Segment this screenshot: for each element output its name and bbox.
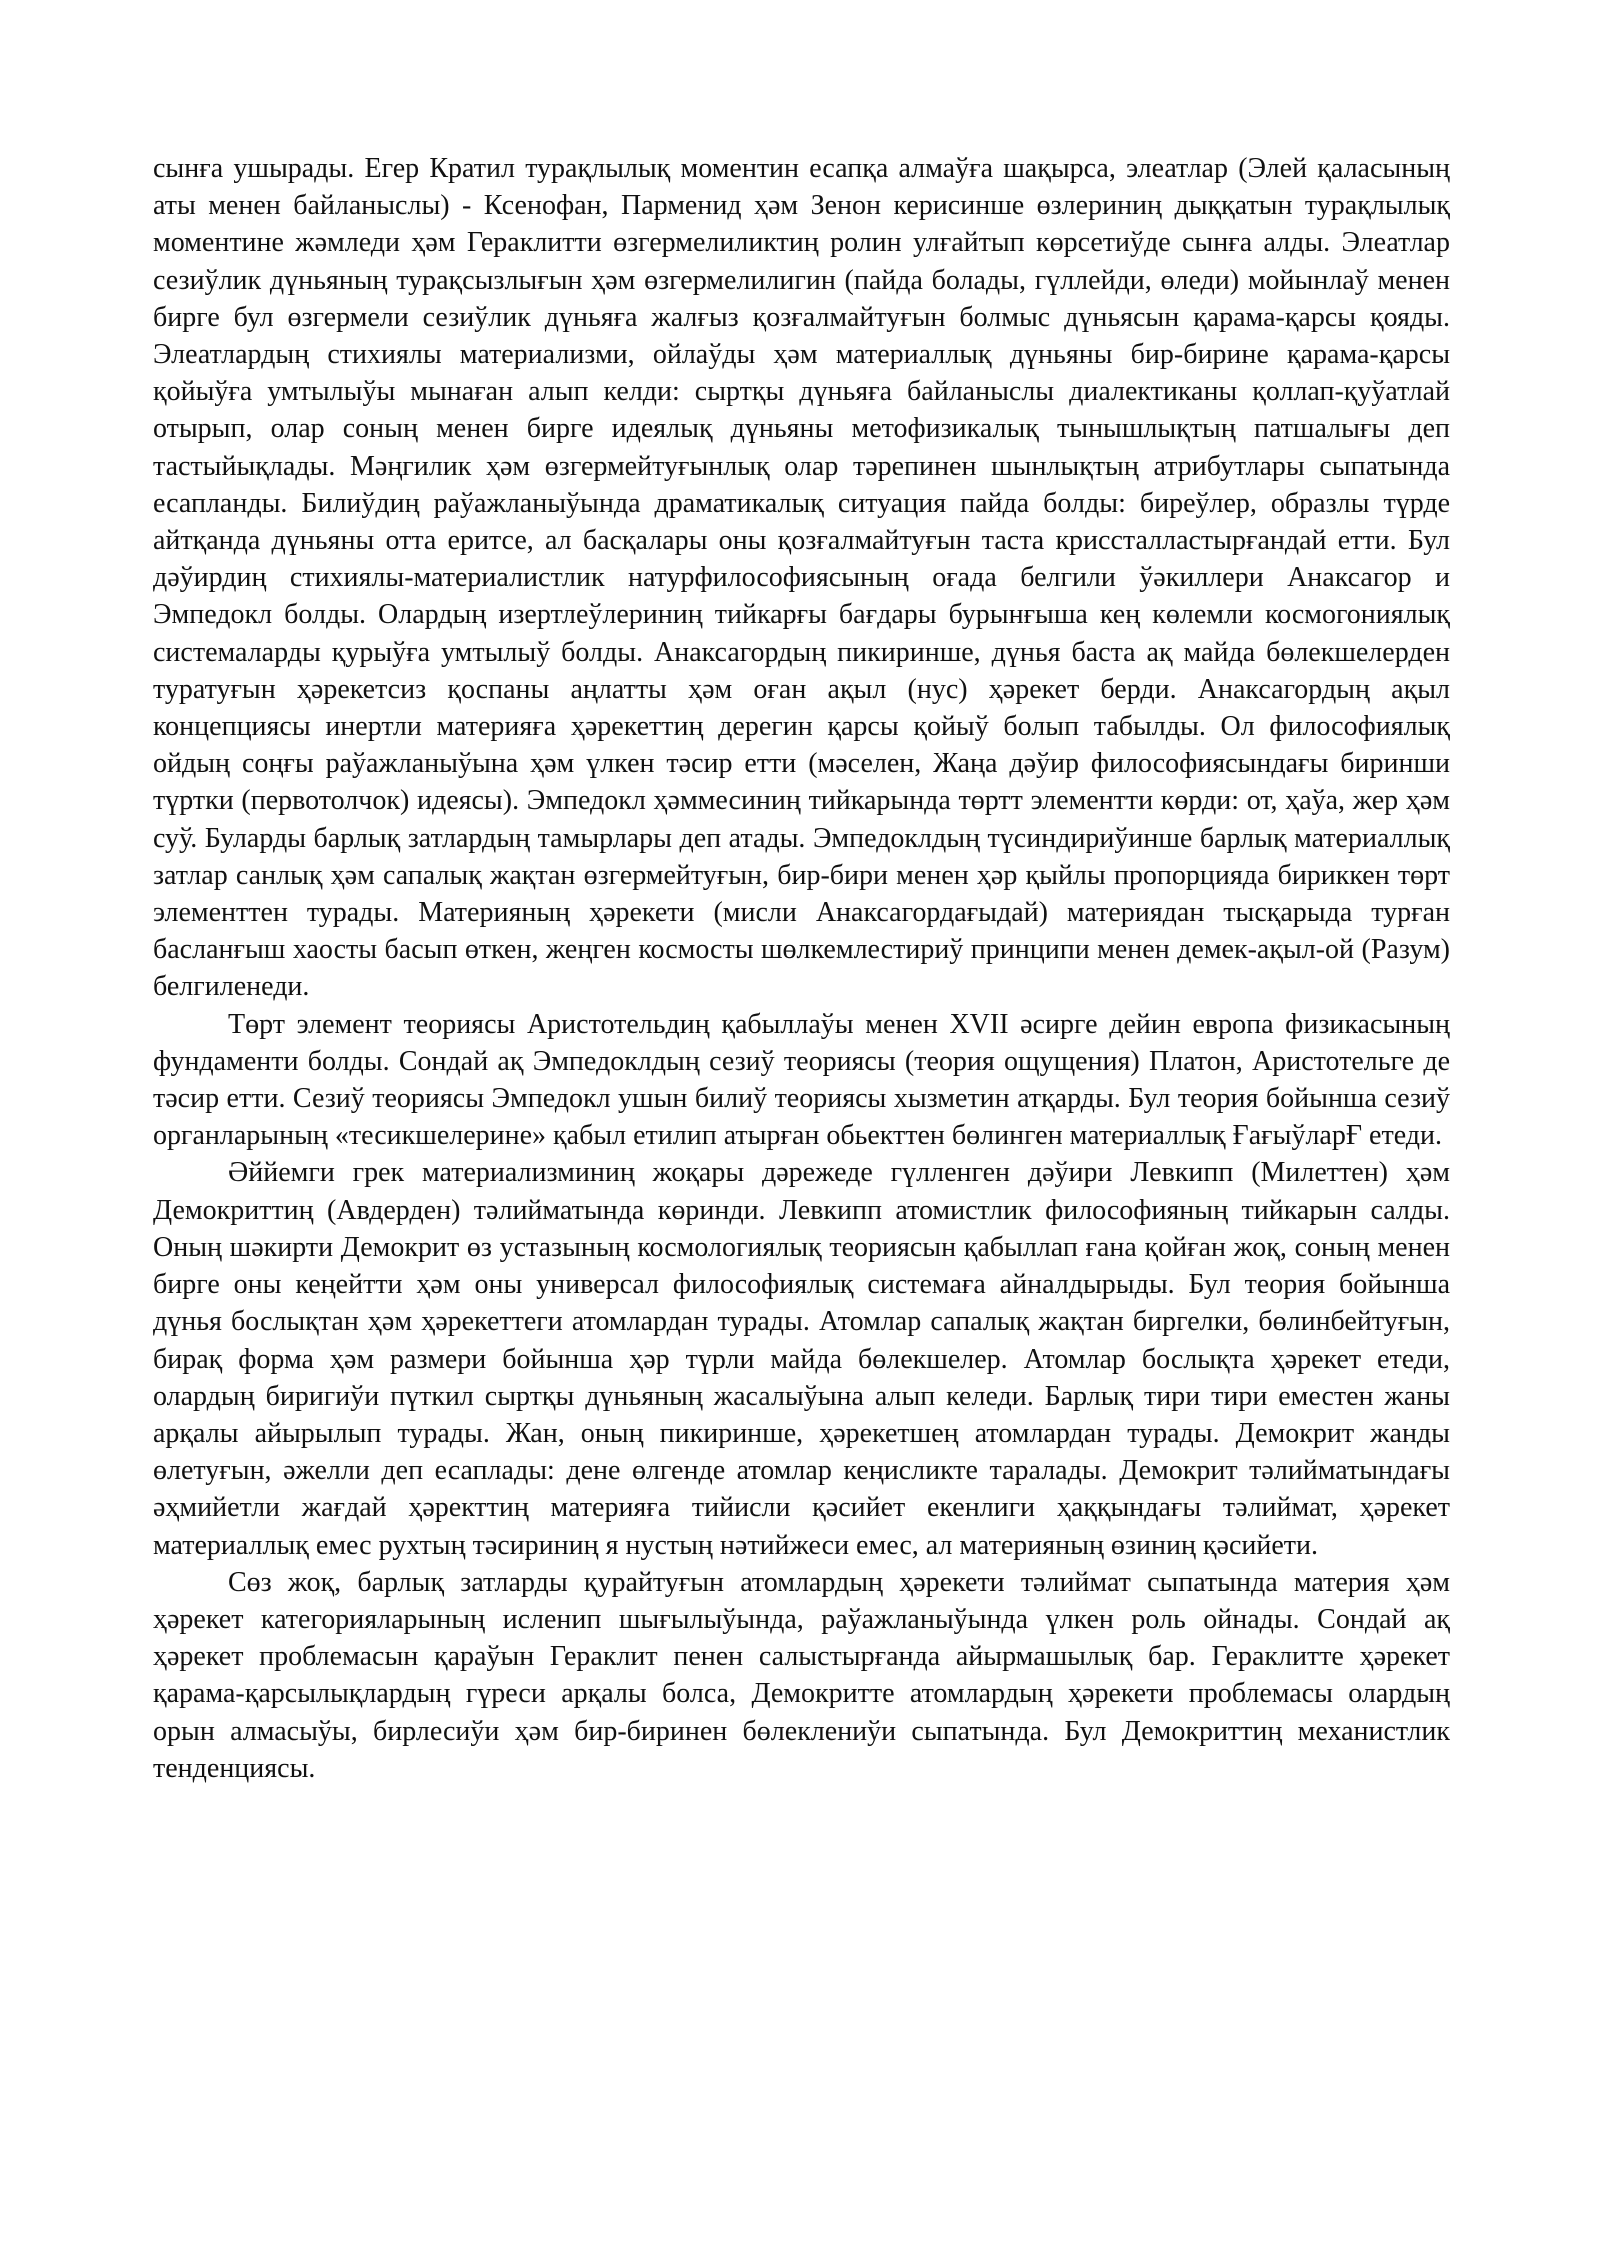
paragraph: Сөз жоқ, барлық затларды қурайтуғын атомлардың ҳәрекети тәлиймат сыпатында материя ҳәм ҳәрекет категорияларының исленип шығылыўында, раўажланыўында үлкен роль ойнады. Сондай ақ ҳәрекет проблемасын қараўын Гераклит пенен салыстырғанда айырмашылық бар. Гераклитте ҳәрекет қарама-қарсылықлардың гүреси арқалы болса, Демокритте атомлардың ҳәрекети проблемасы олардың орын алмасыўы, бирлесиўи ҳәм бир-биринен бөлеклениўи сыпатында. Бул Демокриттиң механистлик тенденциясы. <box>153 1566 1450 1784</box>
document-page <box>153 150 1450 1787</box>
paragraph: сынға ушырады. Егер Кратил турақлылық моментин есапқа алмаўға шақырса, элеатлар (Элей қаласының аты менен байланыслы) - Ксенофан, Парменид ҳәм Зенон керисинше өзлериниң дыққатын турақлылық моментине жәмледи ҳәм Гераклитти өзгермелиликтиң ролин улғайтып көрсетиўде сынға алды. Элеатлар сезиўлик дүньяның турақсызлығын ҳәм өзгермелилигин (пайда болады, гүллейди, өледи) мойынлаў менен бирге бул өзгермели сезиўлик дүньяға жалғыз қозғалмайтуғын болмыс дүньясын қарама-қарсы қояды. Элеатлардың стихиялы материализми, ойлаўды ҳәм материаллық дүньяны бир-бирине қарама-қарсы қойыўға умтылыўы мынаған алып келди: сыртқы дүньяға байланыслы диалектиканы қоллап-қуўатлай отырып, олар соның менен бирге идеялық дүньяны метофизикалық тынышлықтың патшалығы деп тастыйықлады. Мәңгилик ҳәм өзгермейтуғынлық олар тәрепинен шынлықтың атрибутлары сыпатында есапланды. Билиўдиң раўажланыўында драматикалық ситуация пайда болды: биреўлер, образлы түрде айтқанда дүньяны отта еритсе, ал басқалары оны қозғалмайтуғын таста криссталластырғандай етти. Бул дәўирдиң стихиялы-материалистлик натурфилософиясының оғада белгили ўәкиллери Анаксагор и Эмпедокл болды. Олардың изертлеўлериниң тийкарғы бағдары бурынғыша кең көлемли космогониялық системаларды қурыўға умтылыў болды. Анаксагордың пикиринше, дүнья баста ақ майда бөлекшелерден туратуғын ҳәрекетсиз қоспаны аңлатты ҳәм оған ақыл (нус) ҳәрекет берди. Анаксагордың ақыл концепциясы инертли материяға ҳәрекеттиң дерегин қарсы қойыў болып табылды. Ол философиялық ойдың соңғы раўажланыўына ҳәм үлкен тәсир етти (мәселен, Жаңа дәўир философиясындағы биринши түртки (первотолчок) идеясы). Эмпедокл ҳәммесиниң тийкарында төртт элементти көрди: от, ҳаўа, жер ҳәм суў. Буларды барлық затлардың тамырлары деп атады. Эмпедоклдың түсиндириўинше барлық материаллық затлар санлық ҳәм сапалық жақтан өзгермейтуғын, бир-бири менен ҳәр қыйлы пропорцияда бириккен төрт элементтен турады. Материяның ҳәрекети (мисли Анаксагордағыдай) материядан тысқарыда турған басланғыш хаосты басып өткен, жеңген космосты шөлкемлестириў принципи менен демек-ақыл-ой (Разум) белгиленеди. <box>153 153 1450 1003</box>
paragraph: Төрт элемент теориясы Аристотельдиң қабыллаўы менен XVII әсирге дейин европа физикасының фундаменти болды. Сондай ақ Эмпедоклдың сезиў теориясы (теория ощущения) Платон, Аристотельге де тәсир етти. Сезиў теориясы Эмпедокл ушын билиў теориясы хызметин атқарды. Бул теория бойынша сезиў органларының «тесикшелерине» қабыл етилип атырған обьекттен бөлинген материаллық ҒағыўларҒ етеди. <box>153 1008 1450 1152</box>
paragraph: Әййемги грек материализминиң жоқары дәрежеде гүлленген дәўири Левкипп (Милеттен) ҳәм Демокриттиң (Авдерден) тәлийматында көринди. Левкипп атомистлик философияның тийкарын салды. Оның шәкирти Демокрит өз устазының космологиялық теориясын қабыллап ғана қойған жоқ, соның менен бирге оны кеңейтти ҳәм оны универсал философиялық системаға айналдырыды. Бул теория бойынша дүнья бослықтан ҳәм ҳәрекеттеги атомлардан турады. Атомлар сапалық жақтан биргелки, бөлинбейтуғын, бирақ форма ҳәм размери бойынша ҳәр түрли майда бөлекшелер. Атомлар бослықта ҳәрекет етеди, олардың биригиўи пүткил сыртқы дүньяның жасалыўына алып келеди. Барлық тири тири еместен жаны арқалы айырылып турады. Жан, оның пикиринше, ҳәрекетшең атомлардан турады. Демокрит жанды өлетуғын, әжелли деп есаплады: дене өлгенде атомлар кеңисликте таралады. Демокрит тәлийматындағы әҳмийетли жағдай ҳәректтиң материяға тийисли қәсийет екенлиги ҳаққындағы тәлиймат, ҳәрекет материаллық емес рухтың тәсириниң я нустың нәтийжеси емес, ал материяның өзиниң қәсийети. <box>153 1157 1450 1561</box>
